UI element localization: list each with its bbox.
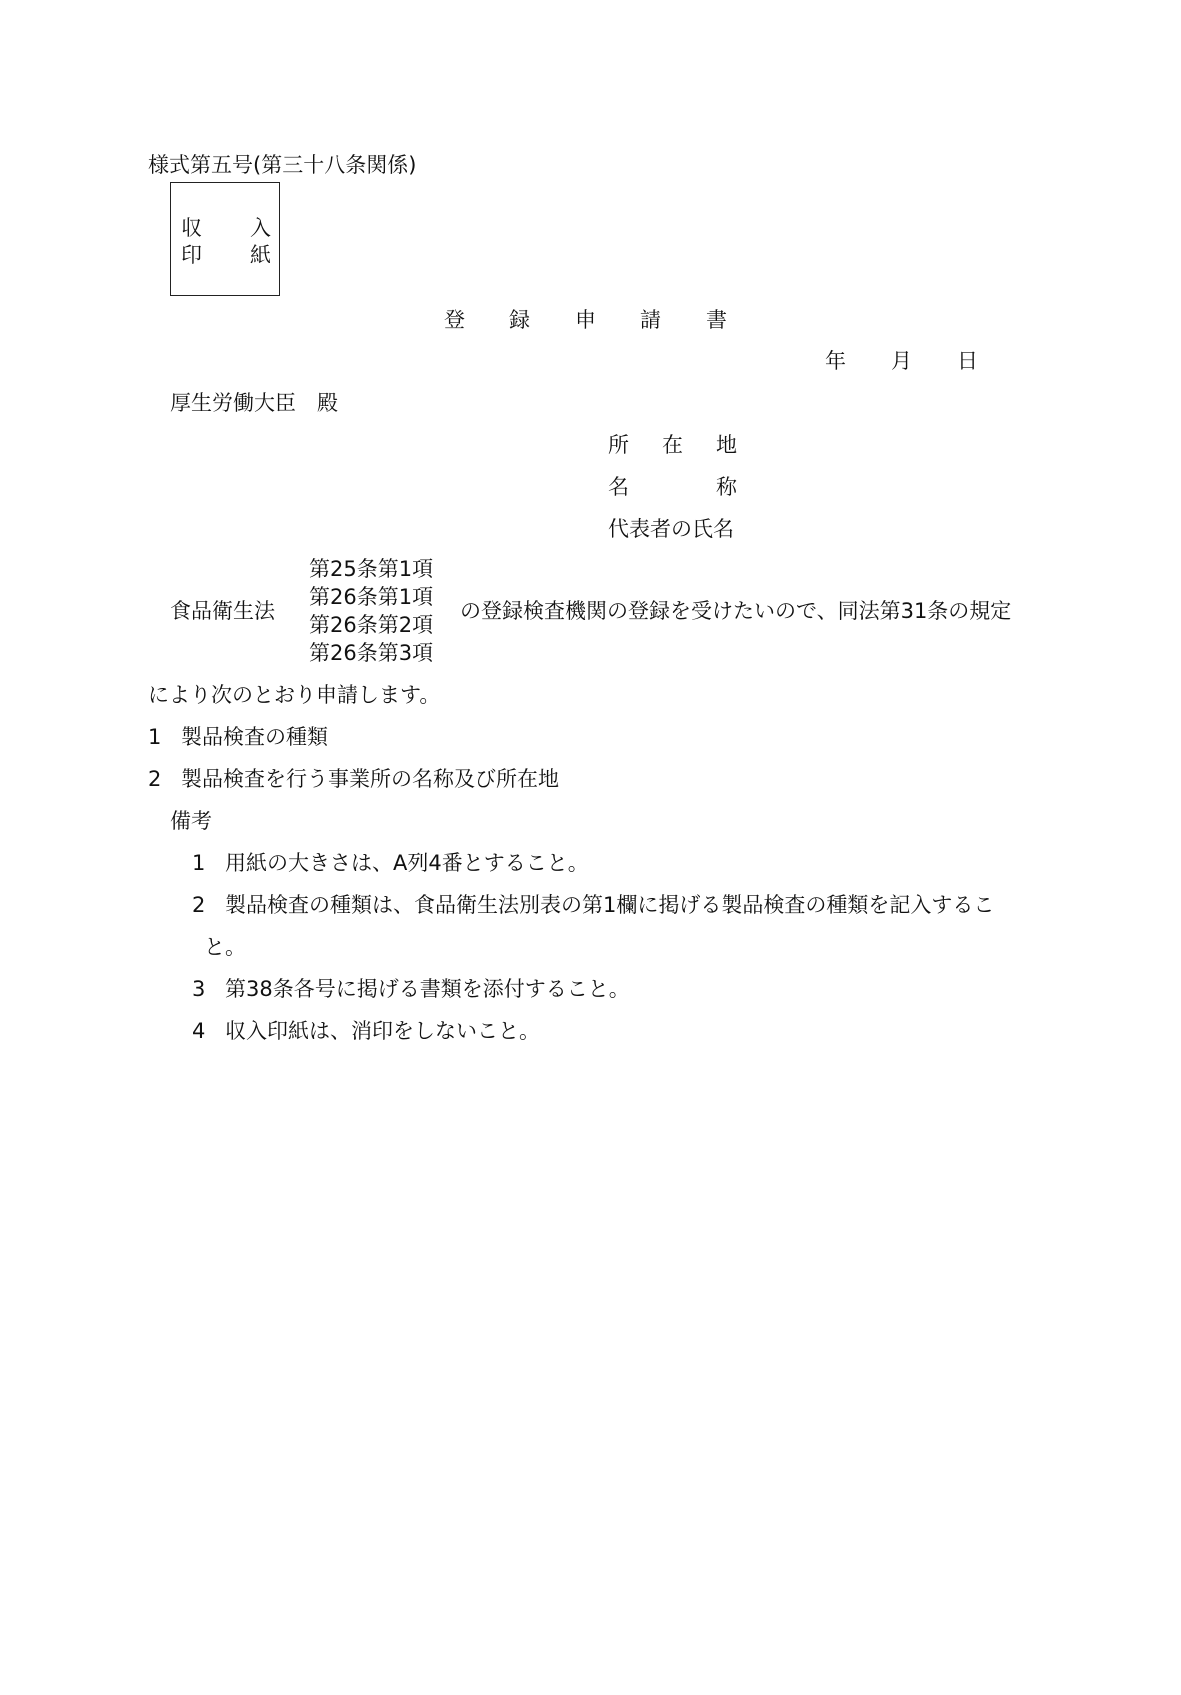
date-day: 日 [957, 349, 978, 373]
note-number: 3 [192, 977, 206, 1001]
item-number: 2 [148, 767, 162, 791]
law-article-1: 第25条第1項 [309, 557, 434, 581]
name-char-2: 称 [716, 475, 737, 499]
note-number: 4 [192, 1019, 206, 1043]
note-text: 収入印紙は、消印をしないこと。 [225, 1019, 540, 1043]
item-text: 製品検査を行う事業所の名称及び所在地 [181, 767, 559, 791]
law-text-after: の登録検査機関の登録を受けたいので、同法第31条の規定 [460, 599, 1012, 623]
item-text: 製品検査の種類 [181, 725, 328, 749]
notes-heading: 備考 [170, 809, 212, 833]
stamp-char-1: 収 [181, 216, 202, 240]
title-char-3: 申 [575, 308, 596, 332]
revenue-stamp-box [170, 182, 280, 296]
title-char-5: 書 [706, 308, 727, 332]
stamp-char-3: 印 [181, 243, 202, 267]
law-name: 食品衛生法 [170, 599, 275, 623]
date-month: 月 [891, 349, 912, 373]
title-char-2: 録 [509, 308, 530, 332]
name-char-1: 名 [608, 475, 629, 499]
stamp-char-2: 入 [250, 216, 271, 240]
note-number: 2 [192, 893, 206, 917]
item-number: 1 [148, 725, 162, 749]
note-text: 第38条各号に掲げる書類を添付すること。 [225, 977, 630, 1001]
law-continuation: により次のとおり申請します。 [148, 683, 441, 707]
address-char-1: 所 [608, 433, 629, 457]
title-char-4: 請 [640, 308, 661, 332]
addressee: 厚生労働大臣 殿 [170, 391, 338, 415]
law-article-2: 第26条第1項 [309, 585, 434, 609]
law-article-4: 第26条第3項 [309, 641, 434, 665]
note-text-continuation: と。 [204, 935, 246, 959]
note-text: 製品検査の種類は、食品衛生法別表の第1欄に掲げる製品検査の種類を記入するこ [225, 893, 995, 917]
representative-label: 代表者の氏名 [608, 517, 734, 541]
stamp-char-4: 紙 [250, 243, 271, 267]
law-article-3: 第26条第2項 [309, 613, 434, 637]
note-number: 1 [192, 851, 206, 875]
address-char-2: 在 [662, 433, 683, 457]
note-text: 用紙の大きさは、A列4番とすること。 [225, 851, 589, 875]
date-year: 年 [825, 349, 846, 373]
form-label: 様式第五号(第三十八条関係) [148, 153, 417, 177]
address-char-3: 地 [716, 433, 737, 457]
title-char-1: 登 [444, 308, 465, 332]
